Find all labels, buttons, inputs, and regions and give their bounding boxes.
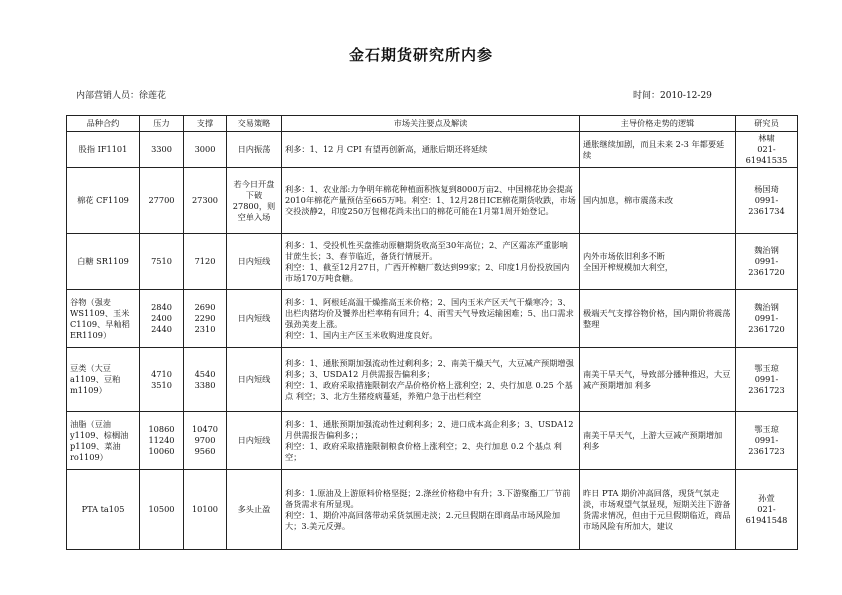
- cell-analyst: 鄂玉琼 0991-2361723: [736, 412, 798, 470]
- cell-support: 2690 2290 2310: [184, 290, 227, 348]
- cell-analyst: 魏治钢 0991-2361720: [736, 234, 798, 290]
- cell-analyst: 魏治钢 0991-2361720: [736, 290, 798, 348]
- cell-logic: 国内加息，棉市震荡未改: [580, 168, 736, 234]
- cell-analyst: 孙萱 021-61941548: [736, 470, 798, 550]
- research-table: [66, 115, 798, 550]
- col-header-support: 支撑: [184, 116, 227, 132]
- cell-strategy: 若今日开盘下破27800，则空单入场: [227, 168, 282, 234]
- cell-support: 3000: [184, 132, 227, 168]
- cell-points: 利多：1、12 月 CPI 有望再创新高，通胀后期还将延续: [282, 132, 580, 168]
- cell-logic: 内外市场依旧利多不断 全国开榨规模加大利空，: [580, 234, 736, 290]
- cell-points: 利多：1.原油及上游原料价格坚挺；2.涤丝价格稳中有升；3.下游聚酯工厂节前备货需求有所显现。 利空：1、期价冲高回落带动采货氛围走淡；2.元旦假期在即商品市场风险加大；3.美元反弹。: [282, 470, 580, 550]
- cell-points: 利多：1、通胀预期加强流动性过剩利多；2、南美干燥天气，大豆减产预期增强利多；3、USDA12 月供需报告偏利多； 利空：1、政府采取措施限制农产品价格价格上涨利空；2、央行加息 0.25 个基点 利空；3、北方生猪疫病蔓延，养殖户急于出栏利空: [282, 348, 580, 412]
- date-label: 时间：2010-12-29: [633, 91, 712, 101]
- col-header-logic: 主导价格走势的逻辑: [580, 116, 736, 132]
- table-row: [67, 412, 798, 470]
- cell-logic: 通胀继续加剧，而且未来 2-3 年都要延续: [580, 132, 736, 168]
- cell-logic: 南美干旱天气，导致部分播种推迟，大豆减产预期增加 利多: [580, 348, 736, 412]
- cell-strategy: 日内短线: [227, 290, 282, 348]
- cell-support: 27300: [184, 168, 227, 234]
- cell-product: 豆类（大豆 a1109、豆粕 m1109）: [67, 348, 140, 412]
- cell-analyst: 鄂玉琼 0991-2361723: [736, 348, 798, 412]
- cell-logic: 南美干旱天气，上游大豆减产预期增加 利多: [580, 412, 736, 470]
- table-row: [67, 234, 798, 290]
- col-header-product: 品种合约: [67, 116, 140, 132]
- cell-strategy: 日内短线: [227, 348, 282, 412]
- cell-product: 棉花 CF1109: [67, 168, 140, 234]
- cell-product: PTA ta105: [67, 470, 140, 550]
- cell-points: 利多：1、通胀预期加强流动性过剩利多；2、进口成本高企利多；3、USDA12 月供需报告偏利多；； 利空：1、政府采取措施限制粮食价格上涨利空；2、央行加息 0.2 个基点 利空；: [282, 412, 580, 470]
- document-title: 金石期货研究所内参: [348, 46, 493, 64]
- cell-product: 油脂（豆油 y1109、棕榈油 p1109、菜油 ro1109）: [67, 412, 140, 470]
- cell-resistance: 3300: [140, 132, 184, 168]
- cell-logic: 昨日 PTA 期价冲高回落，现货气氛走淡，市场观望气氛显现，短期关注下游备货需求情况，但由于元旦假期临近，商品市场风险有所加大，建议: [580, 470, 736, 550]
- cell-resistance: 7510: [140, 234, 184, 290]
- cell-resistance: 2840 2400 2440: [140, 290, 184, 348]
- cell-points: 利多：1、受投机性买盘推动原糖期货收高至30年高位；2、产区霜冻严重影响甘蔗生长；3、春节临近，备货行情展开。 利空：1、截至12月27日，广西开榨糖厂数达到99家；2、印度1月份投放国内市场170万吨食糖。: [282, 234, 580, 290]
- col-header-analyst: 研究员: [736, 116, 798, 132]
- table-row: [67, 168, 798, 234]
- cell-strategy: 日内短线: [227, 412, 282, 470]
- cell-strategy: 多头止盈: [227, 470, 282, 550]
- cell-resistance: 4710 3510: [140, 348, 184, 412]
- table-row: [67, 132, 798, 168]
- cell-product: 股指 IF1101: [67, 132, 140, 168]
- cell-resistance: 10500: [140, 470, 184, 550]
- cell-strategy: 日内短线: [227, 234, 282, 290]
- cell-product: 谷物（强麦 WS1109、玉米 C1109、早籼稻 ER1109）: [67, 290, 140, 348]
- cell-support: 10470 9700 9560: [184, 412, 227, 470]
- col-header-resistance: 压力: [140, 116, 184, 132]
- cell-resistance: 27700: [140, 168, 184, 234]
- cell-support: 10100: [184, 470, 227, 550]
- cell-points: 利多：1、阿根廷高温干燥推高玉米价格；2、国内玉米产区天气干燥寒冷；3、出栏肉猪均价及饕养出栏率稍有回升；4、雨雪天气导致运输困难；5、出口需求强劲美麦上涨。 利空：1、国内主产区玉米收购进度良好。: [282, 290, 580, 348]
- table-header-row: [67, 116, 798, 132]
- cell-logic: 极端天气支撑谷物价格，国内期价将震荡整理: [580, 290, 736, 348]
- cell-support: 4540 3380: [184, 348, 227, 412]
- col-header-points: 市场关注要点及解读: [282, 116, 580, 132]
- table-row: [67, 348, 798, 412]
- cell-product: 白糖 SR1109: [67, 234, 140, 290]
- cell-analyst: 杨国琦 0991-2361734: [736, 168, 798, 234]
- cell-strategy: 日内振荡: [227, 132, 282, 168]
- cell-analyst: 林啸 021-61941535: [736, 132, 798, 168]
- staff-label: 内部营销人员：徐莲花: [76, 91, 167, 101]
- cell-points: 利多：1、农业部:力争明年棉花种植面积恢复到8000万亩2、中国棉花协会提高2010年棉花产量预估至665万吨。利空：1、12月28日ICE棉花期货收跌，市场交投淡静2，印度250万包棉花尚未出口的棉花可能在1月第1周开始登记。: [282, 168, 580, 234]
- cell-support: 7120: [184, 234, 227, 290]
- table-row: [67, 290, 798, 348]
- col-header-strategy: 交易策略: [227, 116, 282, 132]
- cell-resistance: 10860 11240 10060: [140, 412, 184, 470]
- table-row: [67, 470, 798, 550]
